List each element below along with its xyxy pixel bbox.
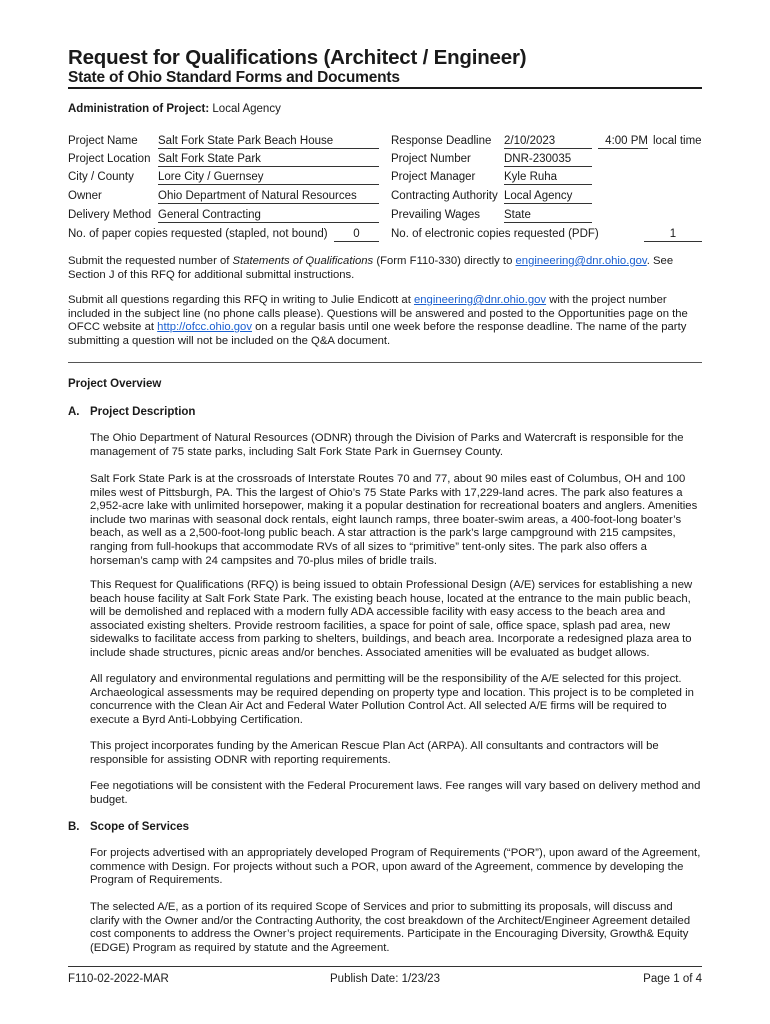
description-paragraph-4: All regulatory and environmental regulations and permitting will be the responsibility of the A/E selected for this project. Archaeological assessments may be required depending on property type and location. This project is to be completed in concurrence with the Clean Air Act and Federal Water Pollution Control Act. All selected A/E firms will be required to execute a Byrd Anti-Lobbying Certification. — [90, 673, 694, 726]
project-location-label: Project Location — [68, 153, 151, 165]
footer-page-number: Page 1 of 4 — [643, 973, 702, 985]
response-deadline-tz: local time — [653, 135, 702, 147]
questions-text-3: on a regular basis until one week before the response deadline. The name of the party submitting a question will not be included on the Q&A document. — [68, 321, 687, 347]
ofcc-website-link[interactable]: http://ofcc.ohio.gov — [157, 321, 252, 334]
project-manager-value: Kyle Ruha — [504, 171, 592, 185]
project-name-label: Project Name — [68, 135, 138, 147]
section-a-letter: A. — [68, 406, 80, 418]
footer-publish-date: Publish Date: 1/23/23 — [330, 973, 440, 985]
administration-value: Local Agency — [212, 103, 281, 115]
questions-instructions — [68, 294, 704, 348]
submit-text-1: Submit the requested number of — [68, 255, 233, 267]
paper-copies-label: No. of paper copies requested (stapled, not bound) — [68, 228, 328, 240]
questions-text-2: with the project number included in the subject line (no phone calls please). Questions will be answered and posted to the Opportunities page on the OFCC website at — [68, 294, 688, 334]
questions-text-1: Submit all questions regarding this RFQ in writing to Julie Endicott at — [68, 294, 414, 306]
project-overview-heading: Project Overview — [68, 378, 162, 390]
description-paragraph-3: This Request for Qualifications (RFQ) is being issued to obtain Professional Design (A/E) services for establishing a new beach house facility at Salt Fork State Park. The existing beach house, located at the entrance to the main public beach, will be demolished and replaced with a modern fully ADA accessible facility with easy access to the beach area and associated existing shelters. Provide restroom facilities, a space for point of sale, office space, splash pad area, new sidewalks to facilitate access from parking to shelters, buildings, and beach area. Incorporate a redesigned plaza area to include shade structures, picnic areas and/or benches. Associated amenities will be evaluated as budget allows. — [90, 579, 693, 659]
description-paragraph-5: This project incorporates funding by the American Rescue Plan Act (ARPA). All consultants and contractors will be responsible for assisting ODNR with reporting requirements. — [90, 740, 659, 766]
engineering-email-link[interactable]: engineering@dnr.ohio.gov — [515, 255, 647, 267]
soq-italic: Statements of Qualifications — [232, 255, 374, 267]
scope-paragraph-1: For projects advertised with an appropriately developed Program of Requirements (“POR”), upon award of the Agreement, commence with Design. For projects without such a POR, upon award of the Agreement, commence by developing the Program of Requirements. — [90, 847, 701, 887]
submit-text-2: (Form F110-330) directly to — [373, 255, 516, 267]
contracting-authority-value: Local Agency — [504, 190, 592, 204]
city-county-value: Lore City / Guernsey — [158, 171, 379, 185]
paper-copies-value: 0 — [334, 228, 379, 242]
electronic-copies-value: 1 — [644, 228, 702, 242]
description-paragraph-6: Fee negotiations will be consistent with the Federal Procurement laws. Fee ranges will vary based on delivery method and budget. — [90, 780, 701, 806]
delivery-method-value: General Contracting — [158, 209, 379, 223]
electronic-copies-label: No. of electronic copies requested (PDF) — [391, 228, 599, 240]
response-deadline-time: 4:00 PM — [598, 135, 648, 149]
section-divider — [68, 362, 702, 363]
owner-label: Owner — [68, 190, 102, 202]
title-rule — [68, 87, 702, 89]
description-paragraph-2: Salt Fork State Park is at the crossroads of Interstate Routes 70 and 77, about 90 miles east of Columbus, OH and 100 miles west of Pittsburgh, PA. This the largest of Ohio’s 75 State Parks with 17,229-land acres. The park also features a 2,952-acre lake with unlimited horsepower, making it a popular destination for recreational boaters and anglers. Amenities include two marinas with seasonal dock rentals, eight launch ramps, three boater-swim areas, a 400-foot-long boater’s beach, as well as a 2,500-foot-long public beach. A star attraction is the park’s large campground with 215 campsites, ranging from full-hookups that accommodate RVs of all sizes to “primitive” tent-only sites. The park also offers a horseman’s camp with 24 campsites and 70-plus miles of bridle trails. — [90, 473, 698, 567]
project-number-value: DNR-230035 — [504, 153, 592, 167]
administration-line — [68, 103, 281, 115]
administration-label: Administration of Project: — [68, 103, 210, 115]
submit-text-3: . See Section J of this RFQ for additional submittal instructions. — [68, 255, 674, 281]
document-subtitle: State of Ohio Standard Forms and Documents — [68, 69, 400, 86]
footer-form-id: F110-02-2022-MAR — [68, 973, 169, 985]
section-b-letter: B. — [68, 821, 80, 833]
project-manager-label: Project Manager — [391, 171, 476, 183]
prevailing-wages-value: State — [504, 209, 592, 223]
section-b-title: Scope of Services — [90, 821, 190, 833]
description-paragraph-1: The Ohio Department of Natural Resources (ODNR) through the Division of Parks and Watercraft is responsible for the management of 75 state parks, including Salt Fork State Park in Guernsey County. — [90, 432, 684, 458]
scope-paragraph-2: The selected A/E, as a portion of its required Scope of Services and prior to submitting its proposals, will discuss and clarify with the Owner and/or the Contracting Authority, the cost breakdown of the Architect/Engineer Agreement detailed cost components to address the Owner’s project requirements. Participate in the Encouraging Diversity, Growth& Equity (EDGE) Program as required by statute and the Agreement. — [90, 901, 691, 954]
footer-rule — [68, 966, 702, 967]
owner-value: Ohio Department of Natural Resources — [158, 190, 379, 204]
contracting-authority-label: Contracting Authority — [391, 190, 498, 202]
response-deadline-date: 2/10/2023 — [504, 135, 592, 149]
document-title: Request for Qualifications (Architect / Engineer) — [68, 46, 527, 69]
project-name-value: Salt Fork State Park Beach House — [158, 135, 379, 149]
city-county-label: City / County — [68, 171, 134, 183]
prevailing-wages-label: Prevailing Wages — [391, 209, 481, 221]
questions-email-link[interactable]: engineering@dnr.ohio.gov — [413, 294, 547, 306]
response-deadline-label: Response Deadline — [391, 135, 492, 147]
project-number-label: Project Number — [391, 153, 471, 165]
submit-instructions — [68, 255, 704, 282]
project-location-value: Salt Fork State Park — [158, 153, 379, 167]
section-a-title: Project Description — [90, 406, 196, 418]
delivery-method-label: Delivery Method — [68, 209, 152, 221]
